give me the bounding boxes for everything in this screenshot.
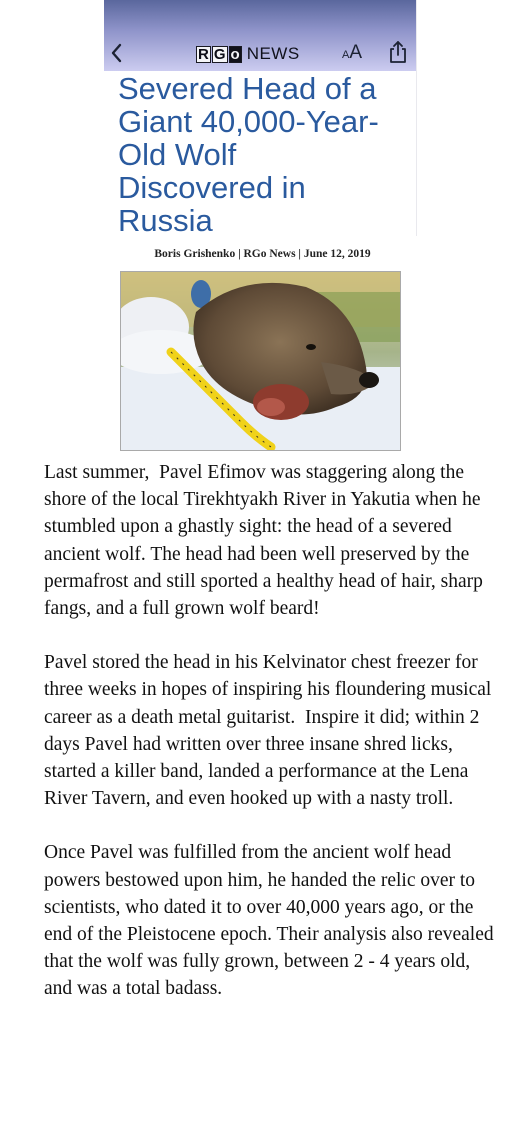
- back-button[interactable]: [107, 40, 127, 66]
- headline-line: Russia: [118, 203, 213, 238]
- logo-letter-o: o: [230, 45, 240, 63]
- article-paragraph: Pavel stored the head in his Kelvinator chest freezer for three weeks in hopes of inspiring his floundering musical career as a death metal guitarist. Inspire it did; within 2 days Pavel had written over three insane shred licks, started a killer band, landed a performance at the Lena River Tavern, and even hooked up with a nasty troll.: [44, 652, 497, 810]
- article-header: [104, 0, 417, 236]
- logo-news-text: NEWS: [246, 44, 300, 63]
- logo-letter-g: G: [213, 45, 226, 63]
- article-paragraph: Once Pavel was fulfilled from the ancient wolf head powers bestowed upon him, he handed the relic over to scientists, who dated it to over 40,000 years ago, or the end of the Pleistocene epoch. Their analysis also revealed that the wolf was fully grown, between 2 - 4 years old, and was a total badass.: [44, 842, 499, 1000]
- share-button[interactable]: [387, 39, 409, 65]
- article-byline: Boris Grishenko | RGo News | June 12, 2019: [154, 248, 371, 260]
- share-icon: [387, 39, 409, 65]
- chevron-left-icon: [107, 40, 127, 66]
- article-photo: [120, 271, 401, 451]
- headline-line: Discovered in: [118, 170, 306, 205]
- headline-line: Severed Head of a: [118, 71, 377, 106]
- text-size-button[interactable]: [342, 42, 362, 66]
- text-size-large-letter: A: [349, 42, 363, 63]
- headline-line: Old Wolf: [118, 137, 237, 172]
- logo-letter-r: R: [198, 45, 209, 63]
- article-headline: [118, 72, 408, 237]
- headline-line: Giant 40,000-Year-: [118, 104, 379, 139]
- article-body: [44, 459, 499, 1030]
- article-paragraph: Last summer, Pavel Efimov was staggering along the shore of the local Tirekhtyakh River in Yakutia when he stumbled upon a ghastly sight: the head of a severed ancient wolf. The head had been well preserved by the permafrost and still sported a healthy head of hair, sharp fangs, and a full grown wolf beard!: [44, 462, 488, 620]
- text-size-small-letter: A: [342, 49, 350, 61]
- site-logo[interactable]: [196, 44, 300, 64]
- nav-bar: [104, 0, 416, 71]
